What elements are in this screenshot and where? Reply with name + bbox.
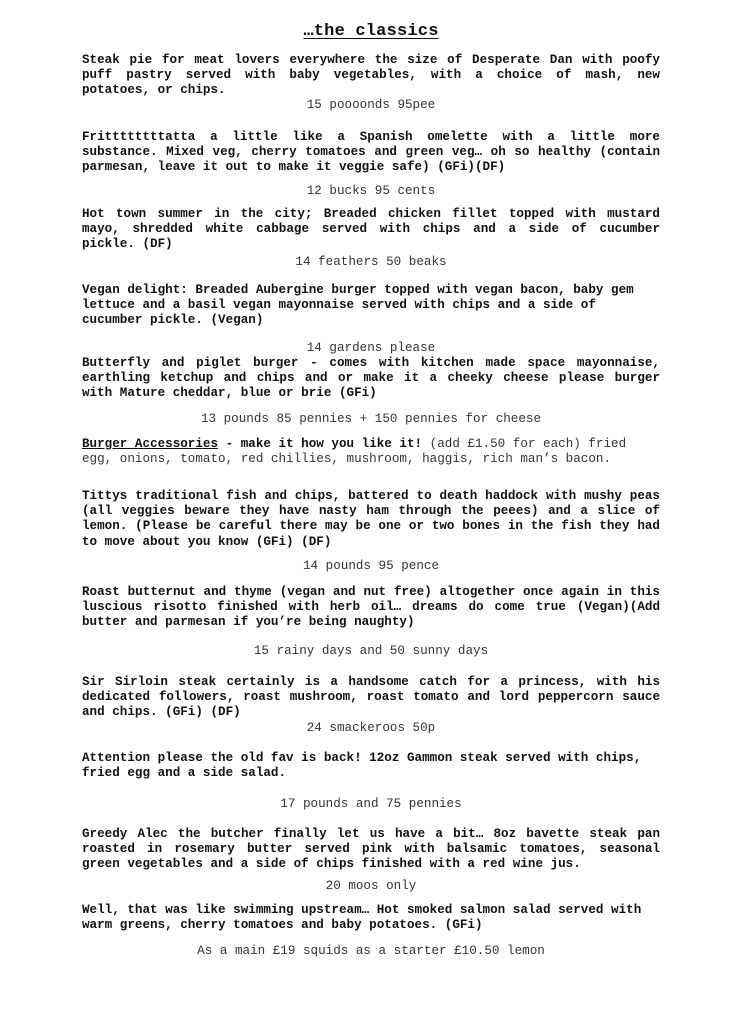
menu-item-description: Sir Sirloin steak certainly is a handsome catch for a princess, with his dedicated followers, roast mushroom, roast tomato and lord peppercorn sauce and chips. (GFi) (DF) xyxy=(82,675,660,720)
menu-item-description: Well, that was like swimming upstream… Hot smoked salmon salad served with warm greens, cherry tomatoes and baby potatoes. (GFi) xyxy=(82,903,642,933)
menu-item-description: Vegan delight: Breaded Aubergine burger topped with vegan bacon, baby gem lettuce and a basil vegan mayonnaise served with chips and a side of cucumber pickle. (Vegan) xyxy=(82,283,634,328)
burger-accessories xyxy=(82,437,660,467)
menu-item-price: 20 moos only xyxy=(325,879,417,893)
menu-title: …the classics xyxy=(303,22,439,41)
menu-item-description: Steak pie for meat lovers everywhere the size of Desperate Dan with poofy puff pastry served with baby vegetables, with a choice of mash, new potatoes, or chips. xyxy=(82,53,660,98)
menu-item-price: 13 pounds 85 pennies + 150 pennies for cheese xyxy=(200,412,542,426)
menu-item-description: Frittttttttatta a little like a Spanish omelette with a little more substance. Mixed veg, cherry tomatoes and green veg… oh so healthy (contain parmesan, leave it out to make it veggie safe) (GFi)(DF) xyxy=(82,130,660,175)
menu-item-description: Tittys traditional fish and chips, battered to death haddock with mushy peas (all veggies beware they have nasty ham through the peees) and a slice of lemon. (Please be careful there may be one or two bones in the fish they had to move about you know (GFi) (DF) xyxy=(82,489,660,549)
menu-item-price: 14 pounds 95 pence xyxy=(302,559,440,573)
menu-item-description: Butterfly and piglet burger - comes with kitchen made space mayonnaise, earthling ketchup and chips and or make it a cheeky cheese please burger with Mature cheddar, blue or brie (GFi) xyxy=(82,356,660,401)
menu-item-price: 14 gardens please xyxy=(306,341,436,355)
menu-item-description: Greedy Alec the butcher finally let us have a bit… 8oz bavette steak pan roasted in rosemary butter served pink with balsamic tomatoes, seasonal green vegetables and a side of chips finished with a red wine jus. xyxy=(82,827,660,872)
menu-item-description: Hot town summer in the city; Breaded chicken fillet topped with mustard mayo, shredded white cabbage served with chips and a side of cucumber pickle. (DF) xyxy=(82,207,660,252)
menu-item-price: 15 rainy days and 50 sunny days xyxy=(253,644,489,658)
menu-item-price: As a main £19 squids as a starter £10.50 lemon xyxy=(197,944,545,958)
menu-item-description: Attention please the old fav is back! 12oz Gammon steak served with chips, fried egg and a side salad. xyxy=(82,751,642,781)
burger-accessories-list: (add £1.50 for each) fried egg, onions, tomato, red chillies, mushroom, haggis, rich man’s bacon. xyxy=(82,437,627,467)
menu-item-price: 14 feathers 50 beaks xyxy=(295,255,447,269)
menu-item-price: 17 pounds and 75 pennies xyxy=(280,797,462,811)
burger-accessories-heading: Burger Accessories xyxy=(82,437,219,451)
menu-item-price: 15 poooonds 95pee xyxy=(306,98,436,112)
menu-item-price: 12 bucks 95 cents xyxy=(306,184,436,198)
menu-item-description: Roast butternut and thyme (vegan and nut free) altogether once again in this luscious risotto finished with herb oil… dreams do come true (Vegan)(Add butter and parmesan if you’re being naughty) xyxy=(82,585,660,630)
burger-accessories-tagline: - make it how you like it! xyxy=(218,437,423,451)
menu-item-price: 24 smackeroos 50p xyxy=(306,721,436,735)
